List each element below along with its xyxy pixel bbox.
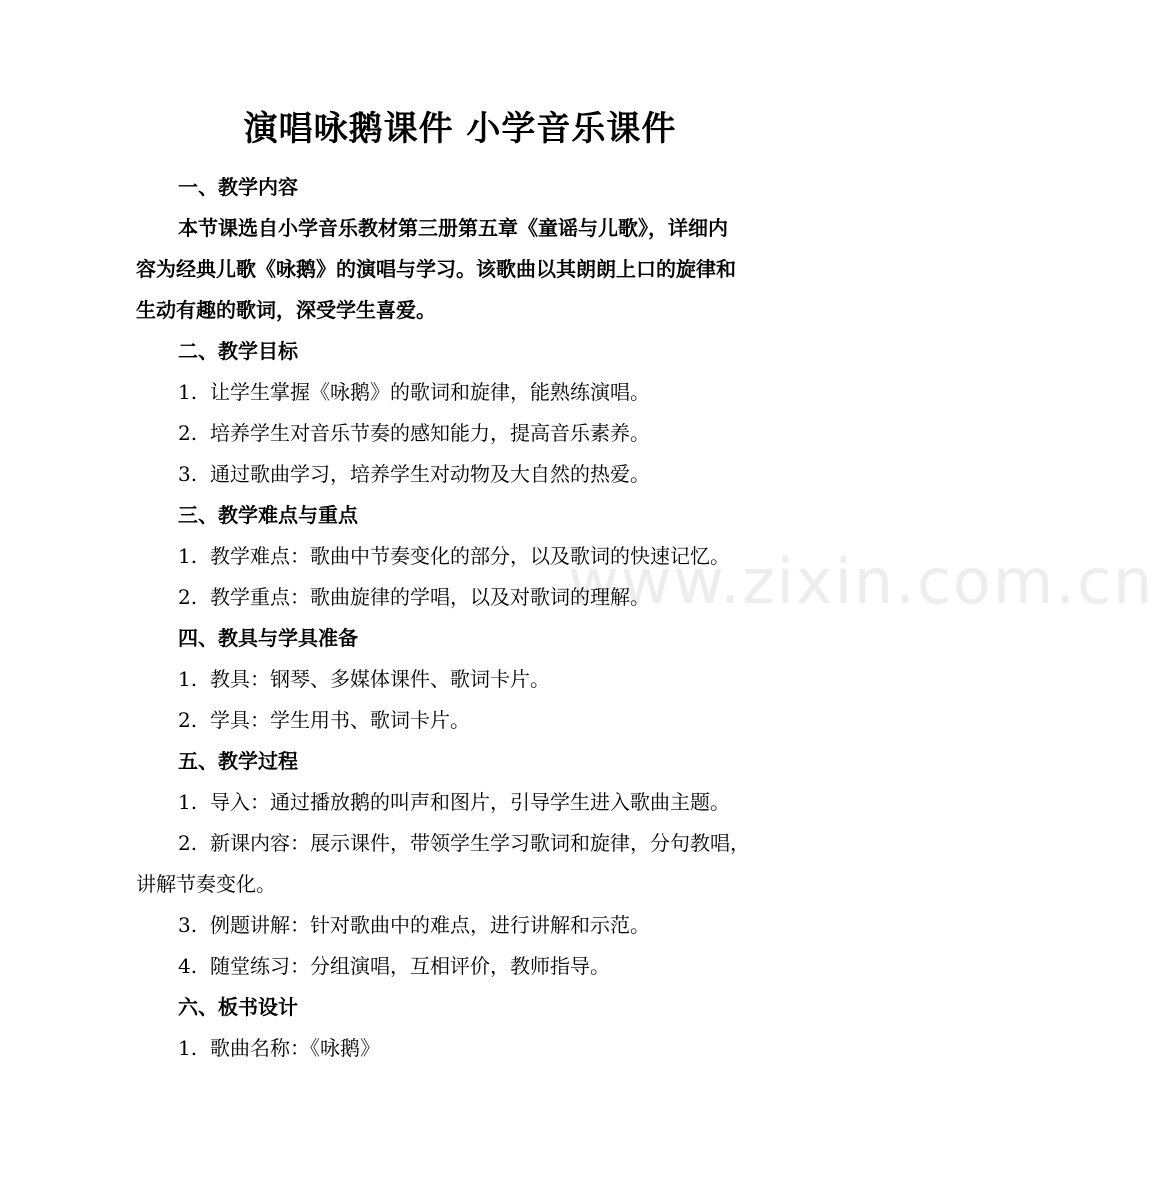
item-number: 2. (178, 421, 198, 445)
section-heading-1: 一、教学内容 (178, 175, 298, 199)
item-text: 通过歌曲学习，培养学生对动物及大自然的热爱。 (210, 462, 650, 486)
list-item-continuation: 讲解节奏变化。 (136, 872, 276, 896)
list-item (178, 1033, 828, 1063)
item-number: 2. (178, 831, 198, 855)
section-heading-3: 三、教学难点与重点 (178, 503, 358, 527)
item-text: 新课内容：展示课件，带领学生学习歌词和旋律，分句教唱， (210, 831, 750, 855)
watermark: www.zixin.com.cn (568, 545, 1154, 618)
item-text: 教具：钢琴、多媒体课件、歌词卡片。 (210, 667, 550, 691)
item-number: 2. (178, 585, 198, 609)
section-heading-4: 四、教具与学具准备 (178, 626, 358, 650)
item-text: 导入：通过播放鹅的叫声和图片，引导学生进入歌曲主题。 (210, 790, 730, 814)
item-text: 教学重点：歌曲旋律的学唱，以及对歌词的理解。 (210, 585, 650, 609)
item-number: 4. (178, 954, 198, 978)
list-item (178, 705, 828, 735)
list-item (178, 418, 828, 448)
item-text: 让学生掌握《咏鹅》的歌词和旋律，能熟练演唱。 (210, 380, 650, 404)
list-item (178, 787, 828, 817)
item-text: 例题讲解：针对歌曲中的难点，进行讲解和示范。 (210, 913, 650, 937)
list-item (178, 664, 828, 694)
section-heading-2: 二、教学目标 (178, 339, 298, 363)
section-heading-6: 六、板书设计 (178, 995, 298, 1019)
list-item (178, 828, 828, 858)
item-number: 3. (178, 462, 198, 486)
item-number: 1. (178, 790, 198, 814)
item-number: 1. (178, 1036, 198, 1060)
item-text: 歌曲名称：《咏鹅》 (210, 1036, 380, 1060)
section-heading-5: 五、教学过程 (178, 749, 298, 773)
paragraph-line-2: 容为经典儿歌《咏鹅》的演唱与学习。该歌曲以其朗朗上口的旋律和 (136, 257, 736, 281)
item-number: 1. (178, 380, 198, 404)
item-number: 2. (178, 708, 198, 732)
list-item (178, 910, 828, 940)
list-item (178, 951, 828, 981)
list-item (178, 377, 828, 407)
paragraph-line-3: 生动有趣的歌词，深受学生喜爱。 (136, 298, 436, 322)
item-text: 随堂练习：分组演唱，互相评价，教师指导。 (210, 954, 610, 978)
paragraph-line-1: 本节课选自小学音乐教材第三册第五章《童谣与儿歌》，详细内 (178, 216, 728, 240)
list-item (178, 459, 828, 489)
item-text: 培养学生对音乐节奏的感知能力，提高音乐素养。 (210, 421, 650, 445)
item-text: 教学难点：歌曲中节奏变化的部分，以及歌词的快速记忆。 (210, 544, 730, 568)
item-number: 1. (178, 667, 198, 691)
item-number: 3. (178, 913, 198, 937)
document-title: 演唱咏鹅课件 小学音乐课件 (243, 109, 677, 149)
item-number: 1. (178, 544, 198, 568)
item-text: 学具：学生用书、歌词卡片。 (210, 708, 470, 732)
